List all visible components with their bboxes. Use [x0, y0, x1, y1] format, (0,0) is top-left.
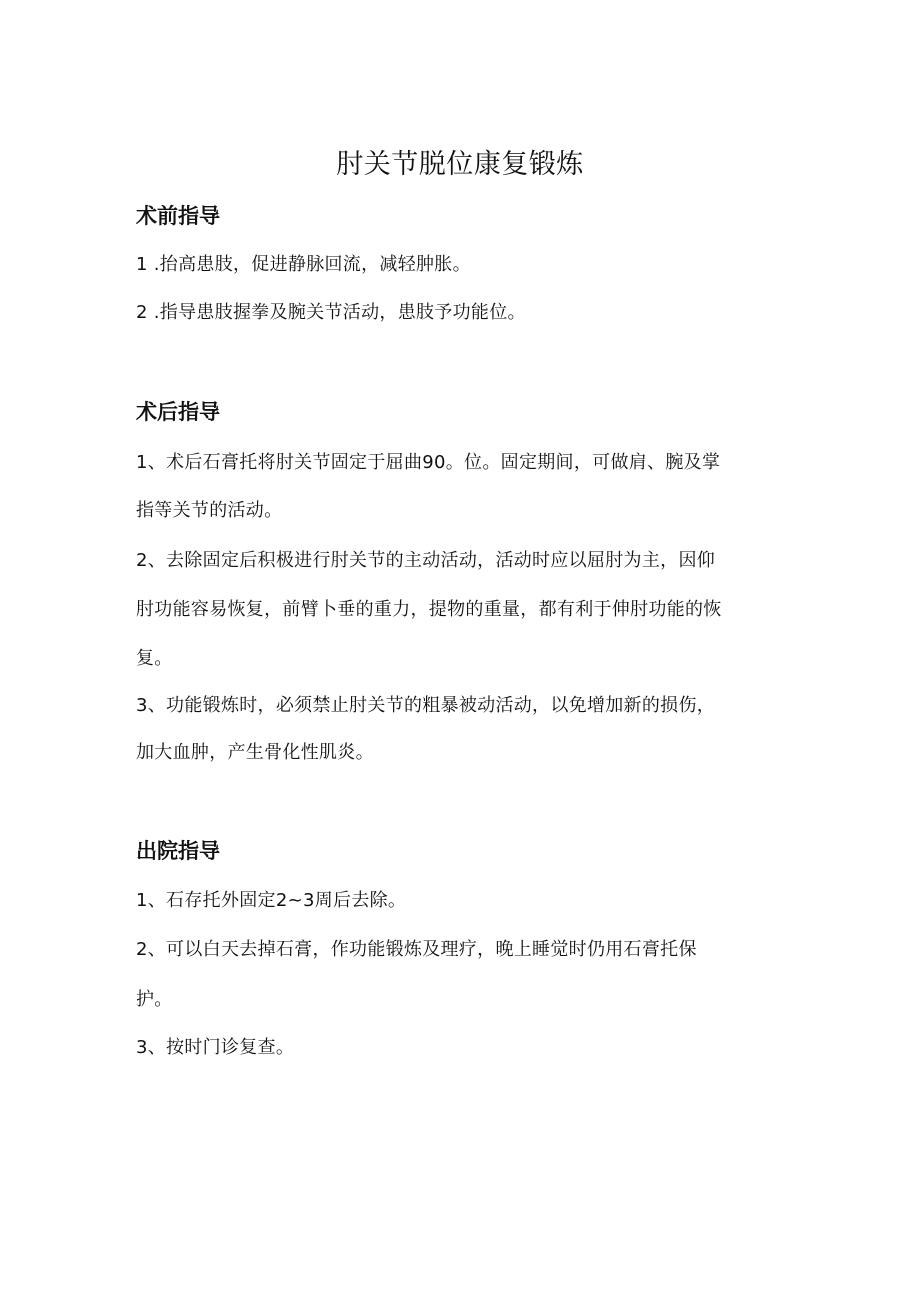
preop-item-1: 1 .抬高患肢，促进静脉回流，减轻肿胀。 — [136, 254, 471, 275]
discharge-item-2-line-1: 2、可以白天去掉石膏，作功能锻炼及理疗，晚上睡觉时仍用石膏托保 — [136, 939, 697, 960]
preop-item-2: 2 .指导患肢握拳及腕关节活动，患肢予功能位。 — [136, 302, 526, 323]
postop-item-2-line-1: 2、去除固定后积极进行肘关节的主动活动，活动时应以屈肘为主，因仰 — [136, 550, 716, 571]
discharge-item-3: 3、按时门诊复查。 — [136, 1037, 295, 1058]
discharge-item-1: 1、石存托外固定2~3周后去除。 — [136, 890, 407, 911]
section-heading-postop: 术后指导 — [136, 400, 220, 424]
section-heading-discharge: 出院指导 — [136, 839, 220, 863]
postop-item-3-line-1: 3、功能锻炼时，必须禁止肘关节的粗暴被动活动，以免增加新的损伤， — [136, 695, 716, 716]
postop-item-1-line-1: 1、术后石膏托将肘关节固定于屈曲90。位。固定期间，可做肩、腕及掌 — [136, 452, 721, 473]
discharge-item-2-line-2: 护。 — [136, 989, 173, 1010]
postop-item-3-line-2: 加大血肿，产生骨化性肌炎。 — [136, 742, 374, 763]
section-heading-preop: 术前指导 — [136, 204, 220, 228]
page-title: 肘关节脱位康复锻炼 — [336, 149, 584, 180]
postop-item-2-line-2: 肘功能容易恢复，前臂卜垂的重力，提物的重量，都有利于伸肘功能的恢 — [136, 599, 722, 620]
postop-item-2-line-3: 复。 — [136, 648, 173, 669]
postop-item-1-line-2: 指等关节的活动。 — [136, 500, 283, 521]
